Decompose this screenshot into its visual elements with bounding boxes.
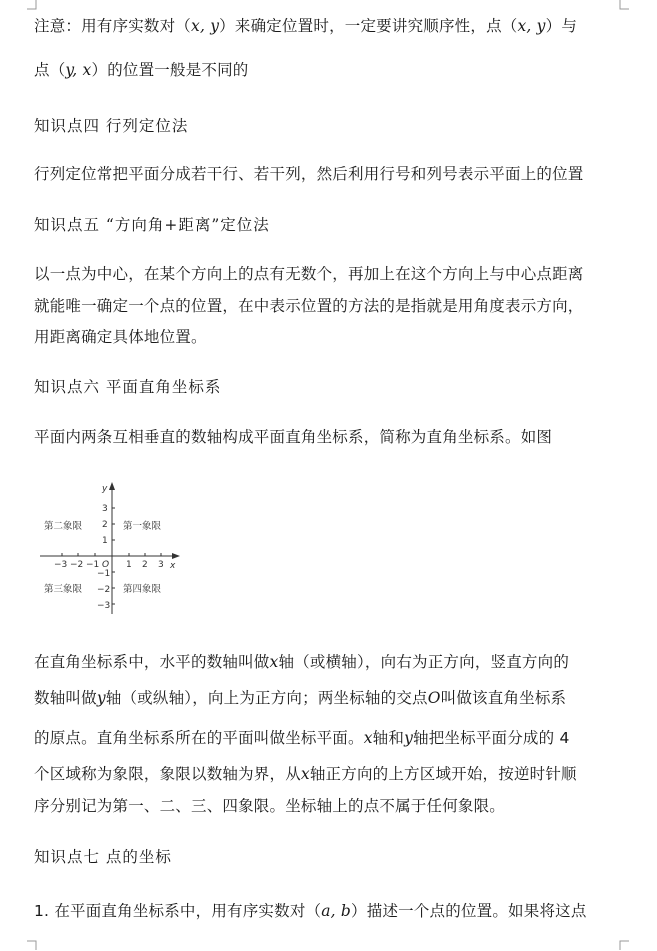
section-6-para-line-1	[34, 650, 604, 672]
text-run: 轴把坐标平面分成的 4	[413, 729, 570, 747]
x-tick-label: −1	[86, 560, 100, 570]
math-var: x	[300, 765, 310, 783]
math-var: x	[363, 729, 373, 747]
note-line-2	[34, 58, 604, 80]
y-tick-label: 1	[102, 536, 108, 546]
note-line-1	[34, 14, 604, 36]
y-tick-label: −2	[97, 585, 111, 595]
text-run: 在直角坐标系中，水平的数轴叫做	[34, 653, 270, 671]
section-heading-7: 知识点七 点的坐标	[34, 848, 172, 866]
text-run: 轴（或横轴），向右为正方向，竖直方向的	[278, 653, 570, 671]
y-tick-label: −3	[97, 601, 111, 611]
section-6-para-line-5: 序分别记为第一、二、三、四象限。坐标轴上的点不属于任何象限。	[34, 797, 506, 815]
corner-mark-bottom-left	[27, 940, 37, 950]
math-var: y, x	[65, 61, 92, 79]
section-heading-5: 知识点五 “方向角+距离”定位法	[34, 216, 270, 234]
corner-mark-top-left	[27, 0, 37, 10]
math-var: x	[269, 653, 279, 671]
section-heading-6: 知识点六 平面直角坐标系	[34, 378, 222, 396]
x-tick-label: 3	[158, 560, 164, 570]
quadrant-3-label: 第三象限	[44, 584, 83, 595]
text-run: ）描述一个点的位置。如果将这点	[351, 902, 587, 920]
x-axis-label: x	[170, 561, 176, 571]
x-tick-label: 1	[126, 560, 132, 570]
y-tick-label: 2	[102, 520, 108, 530]
text-run: 的原点。直角坐标系所在的平面叫做坐标平面。	[34, 729, 364, 747]
section-5-line-1: 以一点为中心，在某个方向上的点有无数个，再加上在这个方向上与中心点距离	[34, 265, 584, 283]
corner-mark-top-right	[619, 0, 629, 10]
section-7-line-1	[34, 899, 604, 921]
section-4-text: 行列定位常把平面分成若干行、若干列，然后利用行号和列号表示平面上的位置	[34, 165, 584, 183]
text-run: 叫做该直角坐标系	[440, 689, 567, 707]
coordinate-system-figure	[38, 478, 188, 618]
text-run: ）与	[545, 17, 578, 35]
x-axis-arrow	[172, 553, 180, 559]
text-run: 数轴叫做	[34, 689, 97, 707]
quadrant-2-label: 第二象限	[44, 521, 83, 532]
math-var: y	[404, 729, 414, 747]
section-5-line-3: 用距离确定具体地位置。	[34, 328, 207, 346]
text-run: 点（	[34, 61, 66, 79]
math-var: x, y	[191, 17, 220, 35]
y-axis-label: y	[102, 484, 108, 494]
text-run: 轴和	[372, 729, 405, 747]
section-heading-4: 知识点四 行列定位法	[34, 117, 189, 135]
section-5-line-2: 就能唯一确定一个点的位置，在中表示位置的方法的是指就是用角度表示方向，	[34, 297, 584, 315]
y-tick-label: 3	[102, 504, 108, 514]
math-var: x, y	[517, 17, 546, 35]
x-tick-label: −3	[54, 560, 68, 570]
text-run: 轴（或纵轴），向上为正方向；两坐标轴的交点	[105, 689, 428, 707]
math-var: O	[427, 689, 441, 707]
math-var: y	[96, 689, 106, 707]
y-axis-arrow	[109, 482, 115, 490]
section-6-para-line-4	[34, 762, 604, 784]
text-run: ）的位置一般是不同的	[91, 61, 249, 79]
text-run: 个区域称为象限，象限以数轴为界，从	[34, 765, 301, 783]
x-tick-label: 2	[142, 560, 148, 570]
section-6-para-line-3	[34, 726, 604, 748]
math-var: a, b	[321, 902, 352, 920]
text-run: 注意：用有序实数对（	[34, 17, 192, 35]
section-6-intro: 平面内两条互相垂直的数轴构成平面直角坐标系，简称为直角坐标系。如图	[34, 428, 553, 446]
origin-label: O	[102, 560, 110, 570]
text-run: 轴正方向的上方区域开始，按逆时针顺	[309, 765, 577, 783]
corner-mark-bottom-right	[619, 940, 629, 950]
text-run: 1. 在平面直角坐标系中，用有序实数对（	[34, 902, 322, 920]
y-tick-label: −1	[97, 569, 111, 579]
x-tick-label: −2	[70, 560, 84, 570]
quadrant-1-label: 第一象限	[123, 521, 162, 532]
section-6-para-line-2	[34, 686, 604, 708]
text-run: ）来确定位置时，一定要讲究顺序性，点（	[219, 17, 518, 35]
quadrant-4-label: 第四象限	[123, 584, 162, 595]
